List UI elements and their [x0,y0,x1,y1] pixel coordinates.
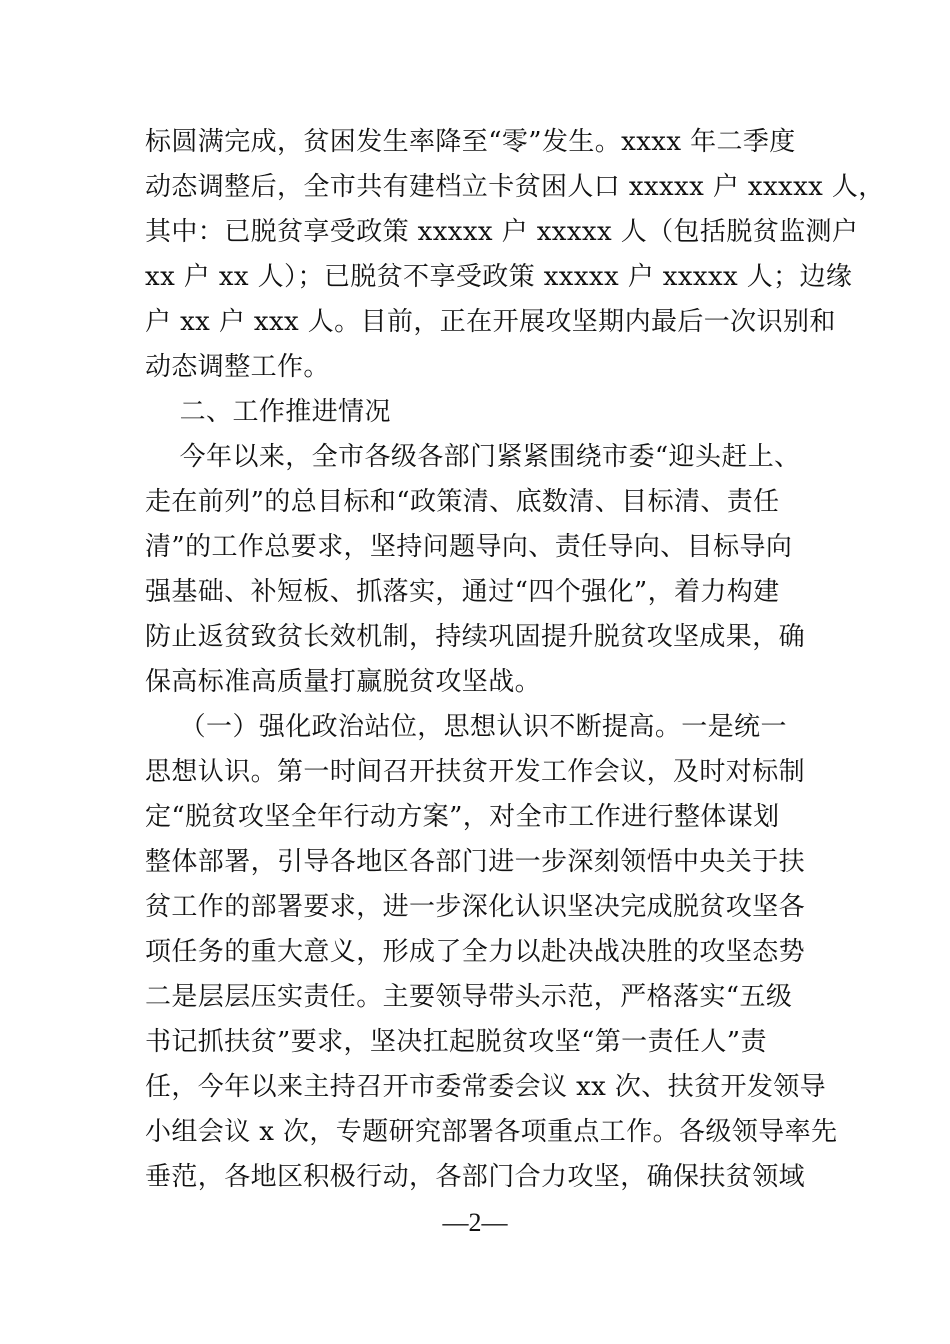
body-line: 任，今年以来主持召开市委常委会议 xx 次、扶贫开发领导 [145,1072,827,1102]
body-line: 定“脱贫攻坚全年行动方案”，对全市工作进行整体谋划 [145,802,780,832]
body-line: 小组会议 x 次，专题研究部署各项重点工作。各级领导率先 [145,1117,838,1147]
page-number: —2— [442,1208,508,1237]
body-line: 户 xx 户 xxx 人。目前，正在开展攻坚期内最后一次识别和 [145,307,836,337]
body-line: 贫工作的部署要求，进一步深化认识坚决完成脱贫攻坚各 [145,892,806,922]
body-line: 思想认识。第一时间召开扶贫开发工作会议，及时对标制 [145,757,806,787]
body-line: 防止返贫致贫长效机制，持续巩固提升脱贫攻坚成果，确 [145,622,806,652]
body-line: 整体部署，引导各地区各部门进一步深刻领悟中央关于扶 [145,847,806,877]
body-line: 标圆满完成，贫困发生率降至“零”发生。xxxx 年二季度 [145,127,796,157]
body-line: 二是层层压实责任。主要领导带头示范，严格落实“五级 [145,982,793,1012]
subsection-line: （一）强化政治站位，思想认识不断提高。一是统一 [145,712,787,742]
body-line: 保高标准高质量打赢脱贫攻坚战。 [145,667,542,697]
body-line: xx 户 xx 人）；已脱贫不享受政策 xxxxx 户 xxxxx 人；边缘 [145,262,853,292]
body-line: 书记抓扶贫”要求，坚决扛起脱贫攻坚“第一责任人”责 [145,1027,767,1057]
body-line: 动态调整后，全市共有建档立卡贫困人口 xxxxx 户 xxxxx 人， [145,172,885,202]
body-line: 动态调整工作。 [145,352,330,382]
body-line: 垂范，各地区积极行动，各部门合力攻坚，确保扶贫领域 [145,1162,806,1192]
body-line: 其中：已脱贫享受政策 xxxxx 户 xxxxx 人（包括脱贫监测户 [145,217,859,247]
body-line: 强基础、补短板、抓落实，通过“四个强化”，着力构建 [145,577,780,607]
body-line: 今年以来，全市各级各部门紧紧围绕市委“迎头赶上、 [145,442,801,472]
body-line: 项任务的重大意义，形成了全力以赴决战决胜的攻坚态势 [145,937,806,967]
body-line: 走在前列”的总目标和“政策清、底数清、目标清、责任 [145,487,780,517]
section-heading: 二、工作推进情况 [145,397,391,427]
body-line: 清”的工作总要求，坚持问题导向、责任导向、目标导向 [145,532,793,562]
